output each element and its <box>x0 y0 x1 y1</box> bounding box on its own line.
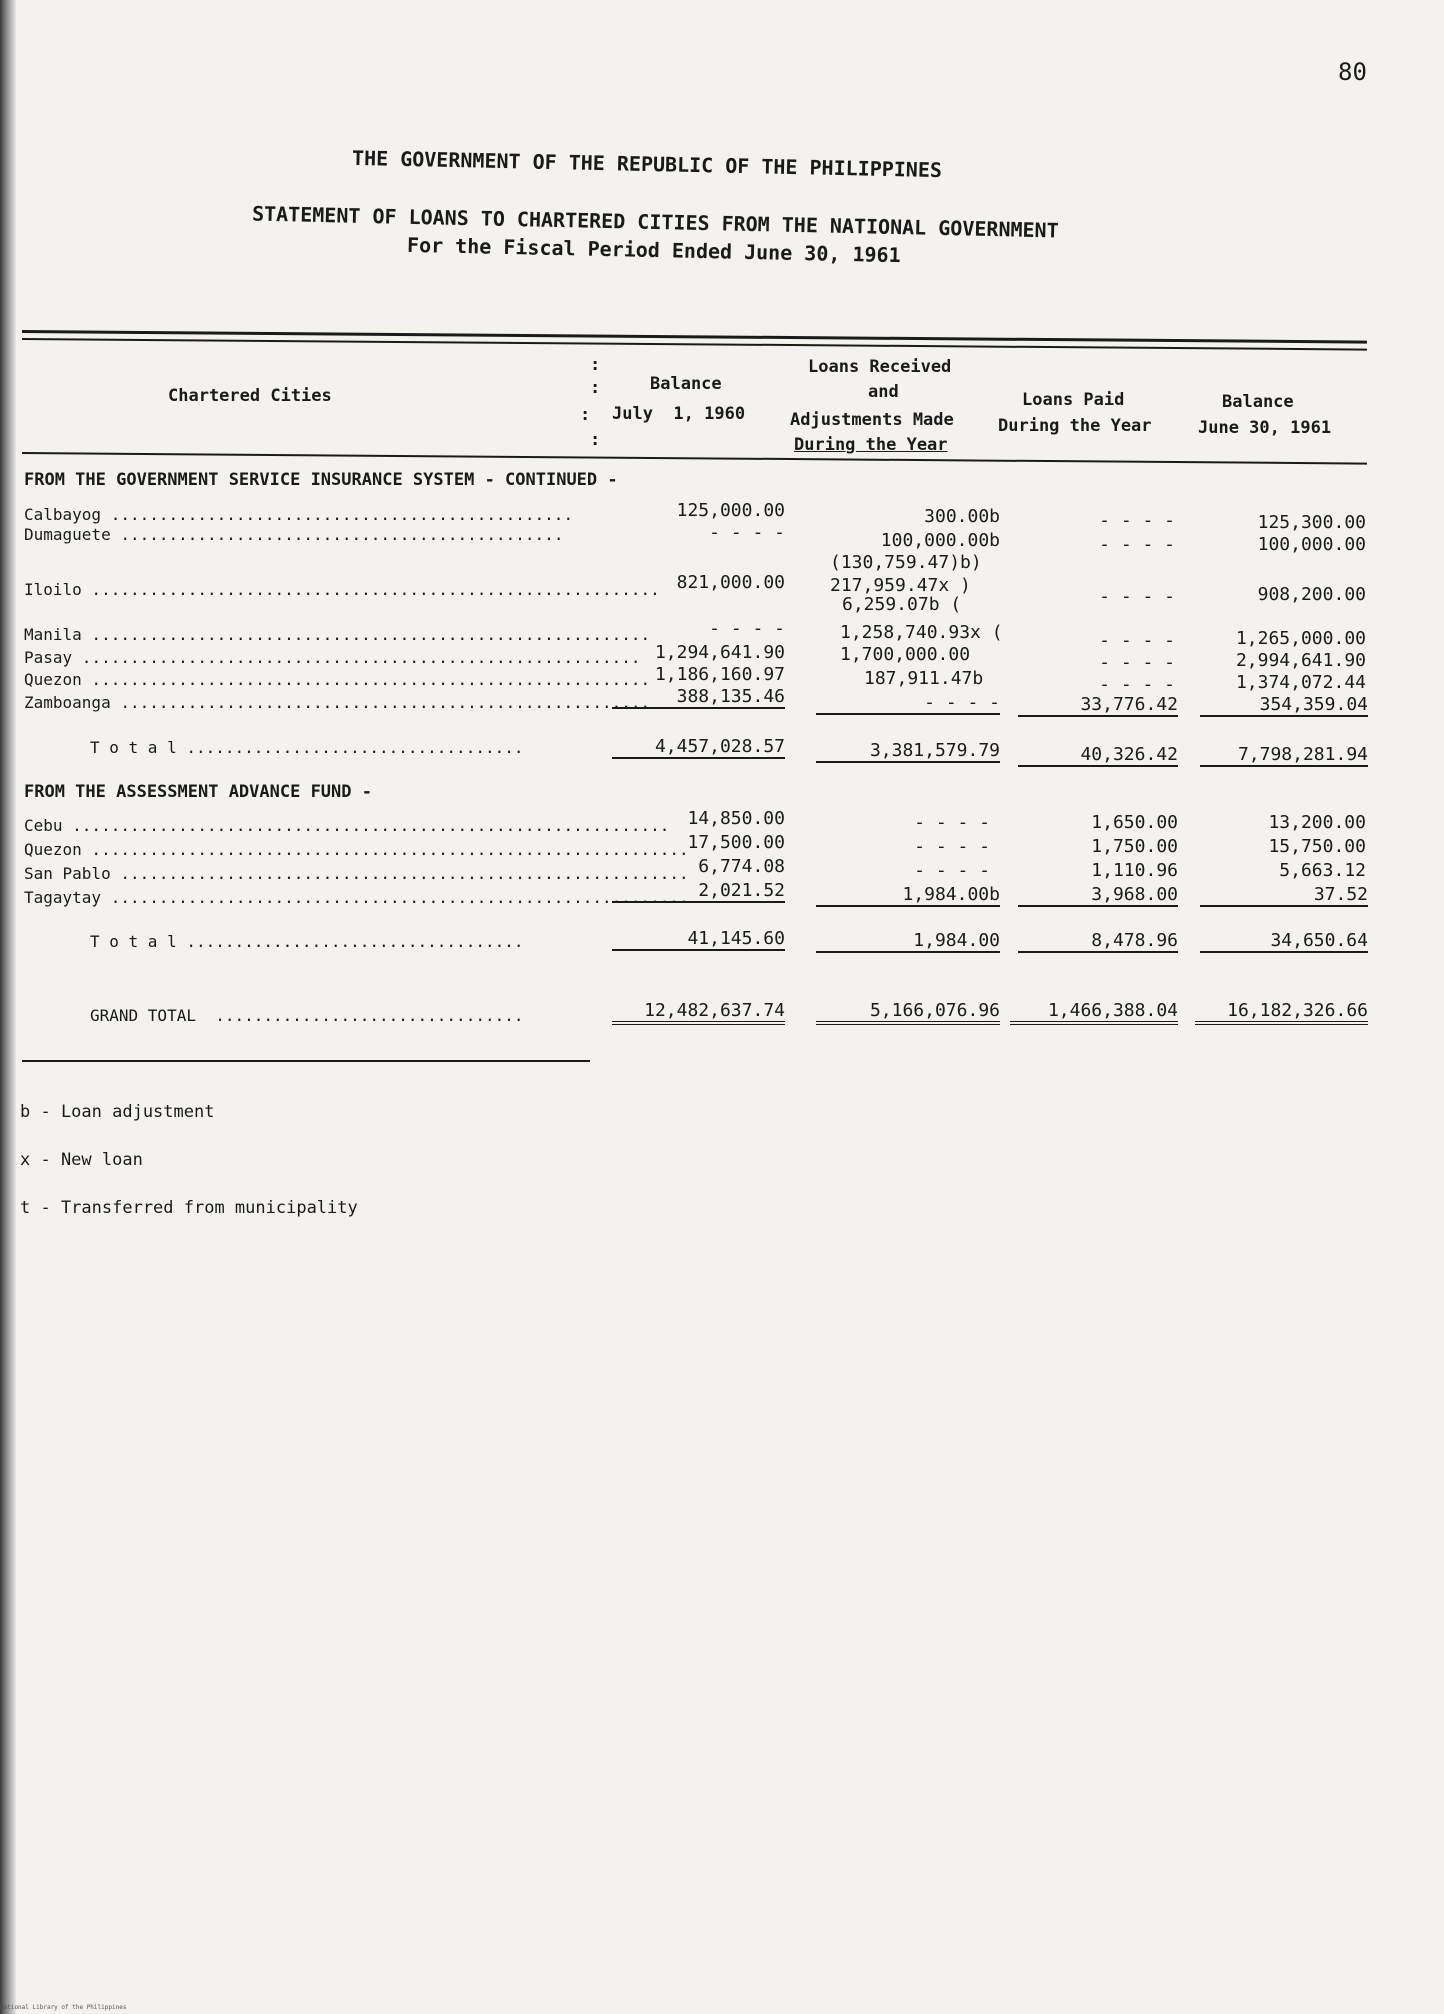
document-title: THE GOVERNMENT OF THE REPUBLIC OF THE PHILIPPINES <box>351 145 943 183</box>
cell-balance-1961: 15,750.00 <box>1268 836 1366 857</box>
cell-loans-received: - - - - <box>914 812 990 833</box>
col-sep: : <box>590 378 601 398</box>
cell-loans-paid: 33,776.42 <box>1018 694 1178 717</box>
total-loans-paid: 40,326.42 <box>1018 744 1178 767</box>
cell-loans-received: 1,700,000.00 <box>840 644 971 665</box>
col-header-balance-1961-date: June 30, 1961 <box>1198 418 1332 438</box>
total-loans-received: 3,381,579.79 <box>816 740 1000 763</box>
cell-loans-received: (130,759.47)b) <box>830 552 982 573</box>
footnote-t: t - Transferred from municipality <box>20 1198 358 1218</box>
cell-balance-1960: 17,500.00 <box>687 832 785 853</box>
row-city: Iloilo ........................................................... <box>24 580 660 599</box>
document-subtitle: STATEMENT OF LOANS TO CHARTERED CITIES FROM THE NATIONAL GOVERNMENT <box>251 201 1059 243</box>
cell-balance-1960: 2,021.52 <box>612 880 785 903</box>
header-rule-bottom <box>22 452 1367 465</box>
cell-loans-received: - - - - <box>914 860 990 881</box>
cell-loans-paid: 1,110.96 <box>1091 860 1178 881</box>
grand-total-label: GRAND TOTAL ................................ <box>90 1006 524 1025</box>
total-balance-1961: 7,798,281.94 <box>1200 744 1368 767</box>
cell-balance-1961: 5,663.12 <box>1279 860 1366 881</box>
cell-loans-received: 100,000.00b <box>880 530 1000 551</box>
grand-total-loans-received: 5,166,076.96 <box>816 1000 1000 1025</box>
total-loans-paid: 8,478.96 <box>1018 930 1178 953</box>
row-city: Quezon .............................................................. <box>24 840 689 859</box>
cell-loans-paid: 1,650.00 <box>1091 812 1178 833</box>
col-sep: : <box>590 430 601 450</box>
col-header-balance-1961: Balance <box>1222 392 1294 412</box>
col-header-balance-1960-date: July 1, 1960 <box>612 404 746 424</box>
row-city: Cebu .............................................................. <box>24 816 670 835</box>
cell-balance-1960: 125,000.00 <box>676 500 785 521</box>
cell-loans-paid: - - - - <box>1099 630 1175 651</box>
total-balance-1960: 4,457,028.57 <box>612 736 785 759</box>
cell-balance-1960: 388,135.46 <box>612 686 785 709</box>
cell-balance-1960: 1,294,641.90 <box>654 642 785 663</box>
cell-loans-received: - - - - <box>816 692 1000 715</box>
cell-balance-1960: 1,186,160.97 <box>654 664 785 685</box>
document-period: For the Fiscal Period Ended June 30, 1961 <box>406 232 901 268</box>
col-header-loans-received: Loans Received <box>808 357 952 377</box>
section-heading-assessment: FROM THE ASSESSMENT ADVANCE FUND - <box>24 782 372 802</box>
cell-balance-1960: 821,000.00 <box>676 572 785 593</box>
cell-balance-1960: - - - - <box>709 618 785 639</box>
col-header-city: Chartered Cities <box>168 386 332 406</box>
cell-loans-paid: - - - - <box>1099 510 1175 531</box>
scan-footer: National Library of the Philippines <box>0 2004 127 2011</box>
section-heading-gsis: FROM THE GOVERNMENT SERVICE INSURANCE SYSTEM - CONTINUED - <box>24 470 618 490</box>
total-balance-1960: 41,145.60 <box>612 928 785 951</box>
row-city: San Pablo ........................................................... <box>24 864 689 883</box>
cell-balance-1961: 1,374,072.44 <box>1235 672 1366 693</box>
col-header-adjustments: Adjustments Made <box>790 410 954 430</box>
row-city: Pasay .......................................................... <box>24 648 641 667</box>
cell-loans-paid: - - - - <box>1099 674 1175 695</box>
cell-balance-1960: 14,850.00 <box>687 808 785 829</box>
cell-balance-1961: 2,994,641.90 <box>1235 650 1366 671</box>
cell-loans-received: 1,258,740.93x ( <box>840 622 1003 643</box>
cell-loans-received: 1,984.00b <box>816 884 1000 907</box>
cell-loans-received-new: 217,959.47x ) <box>830 575 971 596</box>
cell-balance-1960: 6,774.08 <box>698 856 785 877</box>
col-sep: : <box>590 355 601 375</box>
row-city: Dumaguete .............................................. <box>24 525 564 544</box>
cell-loans-paid: 1,750.00 <box>1091 836 1178 857</box>
cell-balance-1961: 1,265,000.00 <box>1235 628 1366 649</box>
col-header-loans-paid: Loans Paid <box>1022 390 1125 410</box>
col-sep: : <box>580 405 591 425</box>
cell-balance-1961: 100,000.00 <box>1257 534 1366 555</box>
col-header-during-year: During the Year <box>794 435 948 455</box>
col-header-balance-1960: Balance <box>650 374 722 394</box>
page-number: 80 <box>1338 58 1367 86</box>
grand-total-loans-paid: 1,466,388.04 <box>1010 1000 1178 1025</box>
total-balance-1961: 34,650.64 <box>1200 930 1368 953</box>
row-city: Zamboanga ....................................................... <box>24 693 651 712</box>
cell-balance-1961: 354,359.04 <box>1200 694 1368 717</box>
cell-loans-paid: - - - - <box>1099 652 1175 673</box>
total-label: T o t a l ................................... <box>90 932 524 951</box>
cell-balance-1961: 908,200.00 <box>1257 584 1366 605</box>
cell-loans-received: 300.00b <box>924 506 1000 527</box>
row-city: Quezon .......................................................... <box>24 670 651 689</box>
page-edge-shadow <box>0 0 16 2014</box>
row-city: Manila .......................................................... <box>24 625 651 644</box>
cell-balance-1961: 13,200.00 <box>1268 812 1366 833</box>
table-bottom-rule <box>22 1060 590 1062</box>
footnote-x: x - New loan <box>20 1150 143 1170</box>
col-header-loans-received-and: and <box>868 382 899 402</box>
row-city: Calbayog ................................................ <box>24 505 574 524</box>
row-city: Tagaytay ............................................................ <box>24 888 689 907</box>
cell-loans-received: 187,911.47b <box>864 668 984 689</box>
total-loans-received: 1,984.00 <box>816 930 1000 953</box>
cell-loans-received: - - - - <box>914 836 990 857</box>
cell-balance-1960: - - - - <box>709 522 785 543</box>
grand-total-balance-1960: 12,482,637.74 <box>612 1000 785 1025</box>
cell-loans-received-adj: 6,259.07b ( <box>842 594 962 615</box>
cell-balance-1961: 37.52 <box>1200 884 1368 907</box>
cell-balance-1961: 125,300.00 <box>1257 512 1366 533</box>
cell-loans-paid: 3,968.00 <box>1018 884 1178 907</box>
cell-loans-paid: - - - - <box>1099 586 1175 607</box>
cell-loans-paid: - - - - <box>1099 534 1175 555</box>
total-label: T o t a l ................................... <box>90 738 524 757</box>
footnote-b: b - Loan adjustment <box>20 1102 215 1122</box>
col-header-loans-paid-during: During the Year <box>998 416 1152 436</box>
grand-total-balance-1961: 16,182,326.66 <box>1195 1000 1368 1025</box>
